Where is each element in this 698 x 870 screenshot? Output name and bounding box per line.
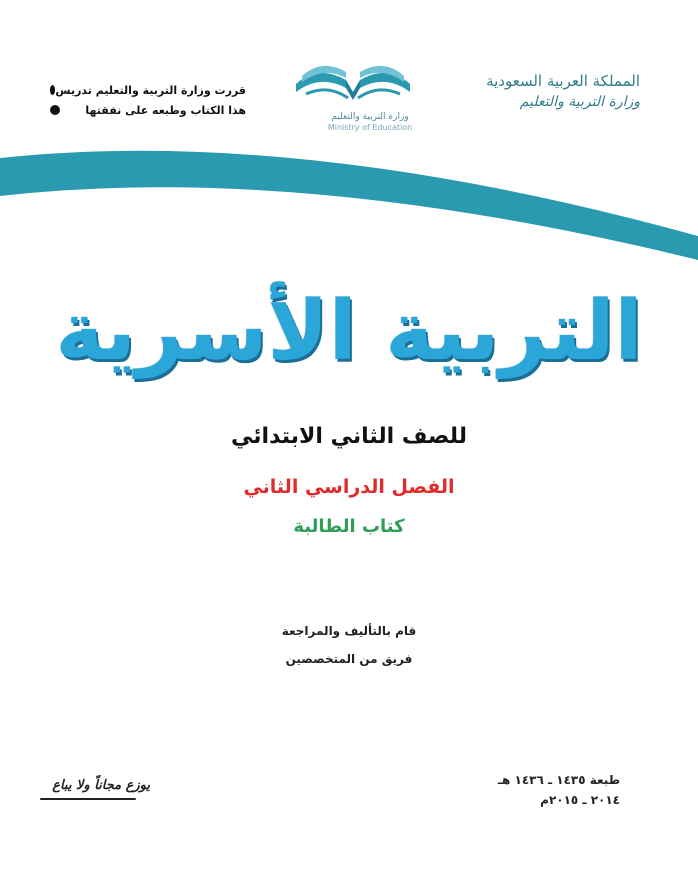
decree-line-2: هذا الكتاب وطبعه على نفقتها — [85, 103, 246, 117]
book-type-label: كتاب الطالبة — [293, 516, 405, 537]
logo-english-caption: Ministry of Education — [327, 123, 413, 132]
term-label: الفصل الدراسي الثاني — [243, 476, 455, 498]
decree-row — [50, 80, 246, 100]
bullet-icon — [50, 105, 60, 115]
edition-hijri: طبعة ١٤٣٥ ـ ١٤٣٦ هـ — [497, 773, 620, 787]
edition-info — [480, 770, 620, 810]
free-distribution-note: يوزع مجاناً ولا يباع — [52, 778, 150, 793]
country-name: المملكة العربية السعودية — [486, 72, 640, 90]
book-title: التربية الأسرية — [55, 284, 643, 379]
logo-arabic-caption: وزارة التربية والتعليم — [331, 112, 409, 122]
authors-line-1: قام بالتأليف والمراجعة — [281, 624, 417, 638]
decree-notice — [50, 80, 246, 120]
logo-caption — [320, 112, 420, 133]
ministry-name: وزارة التربية والتعليم — [519, 94, 640, 110]
grade-label: للصف الثاني الابتدائي — [231, 424, 467, 449]
free-distribution-underline — [40, 798, 136, 800]
decorative-swoosh-band — [0, 140, 698, 280]
decree-row — [50, 100, 246, 120]
edition-gregorian: ٢٠١٤ ـ ٢٠١٥م — [540, 793, 620, 807]
ministry-header — [486, 70, 640, 112]
decree-line-1: قررت وزارة التربية والتعليم تدريس — [55, 83, 246, 97]
authors-line-2: فريق من المتخصصين — [285, 652, 413, 666]
